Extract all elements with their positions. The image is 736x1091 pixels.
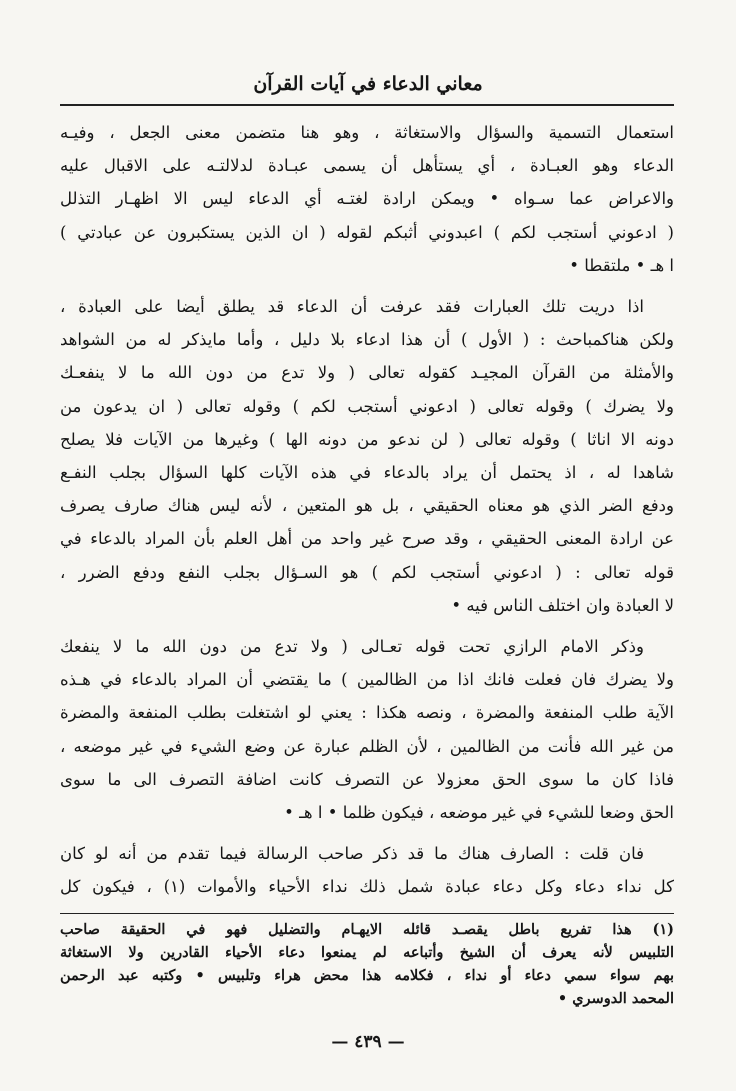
footnote-line: بهم سواء سمي دعاء أو نداء ، فكلامه هذا محض هراء وتلبيس • وكتبه عبد الرحمن [60,967,674,984]
paragraph-4 [60,837,674,903]
text-line: الحق وضعا للشيء في غير موضعه ، فيكون ظلما • ا هـ • [284,803,674,823]
footnote [60,918,674,1010]
text-line: ا هـ • ملتقطا • [569,255,674,275]
page-number: — ٤٣٩ — [331,1032,405,1052]
footnote-line: المحمد الدوسري • [557,990,674,1007]
text-line: والاعراض عما سـواه • ويمكن ارادة لغتـه أي الدعاء ليس الا اظهـار التذلل [60,189,674,209]
text-line: وذكر الامام الرازي تحت قوله تعـالى ( ولا تدع من دون الله ما لا ينفعك [60,637,644,657]
running-header: معاني الدعاء في آيات القرآن [253,73,483,95]
text-line: كل نداء دعاء وكل دعاء عبادة شمل ذلك نداء الأحياء والأموات (١) ، فيكون كل [60,877,674,897]
text-line: من غير الله فأنت من الظالمين ، لأن الظلم عبارة عن وضع الشيء في غير موضعه ، [60,736,674,756]
text-line: ولا يضرك فان فعلت فانك اذا من الظالمين ) ما يقتضي أن المراد بالدعاء في هـذه [60,670,674,690]
header-rule [60,104,674,106]
text-line: عن ارادة المعنى الحقيقي ، وقد صرح غير واحد من أهل العلم بأن المراد بالدعاء في [60,529,674,549]
text-line: اذا دريت تلك العبارات فقد عرفت أن الدعاء قد يطلق أيضا على العبادة ، [60,297,644,317]
text-line: فان قلت : الصارف هناك ما قد ذكر صاحب الرسالة فيما تقدم من أنه لو كان [60,844,644,864]
text-line: ولكن هناكمباحث : ( الأول ) أن هذا ادعاء بلا دليل ، وأما مايذكر له من الشواهد [60,330,674,350]
text-line: شاهدا له ، اذ يحتمل أن يراد بالدعاء في هذه الآيات كلها السؤال بجلب النفـع [60,463,674,483]
paragraph-2 [60,290,674,622]
text-line: فاذا كان ما سوى الحق معزولا عن التصرف كانت اضافة التصرف الى ما سوى [60,769,674,789]
footnote-line: (١) هذا تفريع باطل يقصـد قائله الايهـام والتضليل فهو في الحقيقة صاحب [60,921,674,938]
text-line: استعمال التسمية والسؤال والاستغاثة ، وهو هنا متضمن معنى الجعل ، وفيـه [60,123,674,142]
footnote-line: التلبيس لأنه يعرف أن الشيخ وأتباعه لم يمنعوا دعاء الأحياء القادرين ولا الاستغاثة [60,944,674,961]
text-line: دونه الا اناثا ) وقوله تعالى ( لن ندعو من دونه الها ) وغيرها من الآيات فلا يصلح [60,429,674,449]
paragraph-1 [60,116,674,282]
text-line: ( ادعوني أستجب لكم ) اعبدوني أثبكم لقوله ( ان الذين يستكبرون عن عبادتي ) [60,222,674,242]
text-line: والأمثلة من القرآن المجيـد كقوله تعالى ( ولا تدع من دون الله ما لا ينفعـك [60,363,674,383]
paragraph-3 [60,630,674,829]
footnote-rule [60,913,674,914]
main-text [60,116,674,904]
text-line: قوله تعالى : ( ادعوني أستجب لكم ) هو السـؤال بجلب النفع ودفع الضرر ، [60,562,674,582]
text-line: الآية طلب المنفعة والمضرة ، ونصه هكذا : يعني لو اشتغلت بطلب المنفعة والمضرة [60,703,674,723]
text-line: ولا يضرك ) وقوله تعالى ( ادعوني أستجب لكم ) وقوله تعالى ( ان يدعون من [60,396,674,416]
text-line: ودفع الضر الذي هو معناه الحقيقي ، بل هو المتعين ، لأنه ليس هناك صارف يصرف [60,496,674,516]
text-line: الدعاء وهو العبـادة ، أي يستأهل أن يسمى عبـادة لدلالتـه على الاقبال عليه [60,156,674,176]
text-line: لا العبادة وان اختلف الناس فيه • [451,595,674,615]
